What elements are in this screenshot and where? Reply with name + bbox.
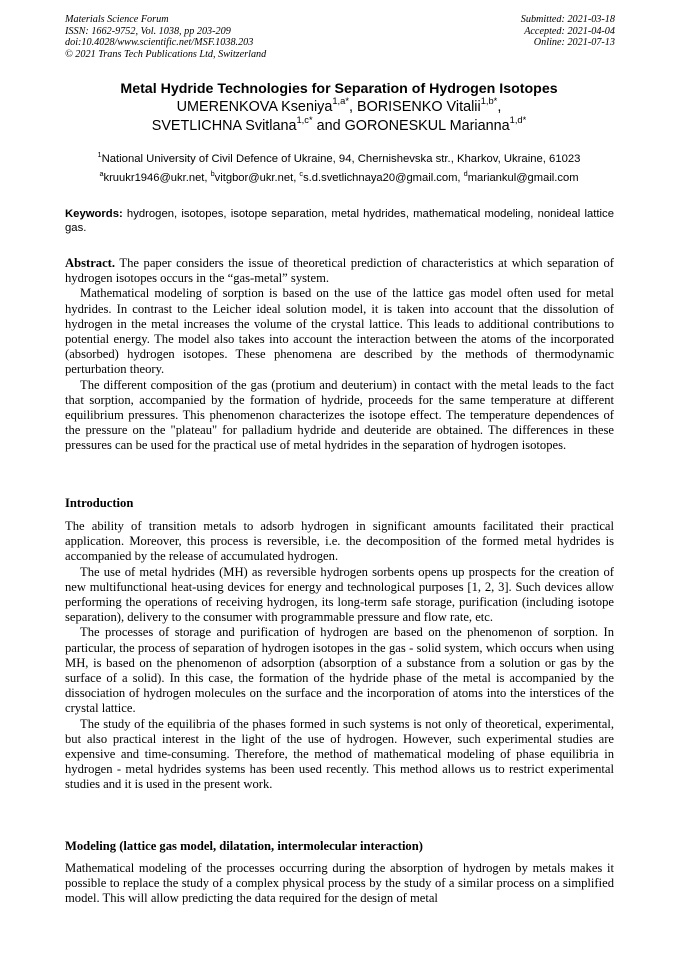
modeling-section: [65, 861, 614, 907]
author-sup: 1,a*: [332, 96, 349, 107]
keywords-text: hydrogen, isotopes, isotope separation, metal hydrides, mathematical modeling, nonideal lattice gas.: [65, 208, 614, 234]
author-separator: ,: [497, 99, 502, 115]
author-sup: 1,d*: [509, 115, 527, 126]
paper-title: Metal Hydride Technologies for Separation of Hydrogen Isotopes: [120, 81, 558, 97]
online-date: Online: 2021-07-13: [533, 37, 615, 49]
author-name: UMERENKOVA Kseniya: [176, 99, 333, 115]
author-list: [0, 98, 678, 136]
author-name: BORISENKO Vitalii: [356, 99, 481, 115]
email-sup: b: [210, 168, 215, 178]
email-sup: a: [99, 168, 104, 178]
accepted-date: Accepted: 2021-04-04: [524, 25, 615, 37]
email-link[interactable]: kruukr1946@ukr.net,: [103, 172, 211, 184]
dates-info: [521, 14, 615, 49]
doi-line: doi:10.4028/www.scientific.net/MSF.1038.203: [65, 37, 254, 49]
abstract-text: The paper considers the issue of theoretical prediction of characteristics at which separation of hydrogen isotopes occurs in the “gas-metal” system.: [65, 256, 614, 286]
abstract-section: [65, 256, 614, 454]
author-name: GORONESKUL Marianna: [344, 118, 510, 134]
author-sup: 1,b*: [480, 96, 498, 107]
email-link[interactable]: vitgbor@ukr.net,: [214, 172, 300, 184]
email-sup: c: [299, 168, 304, 178]
email-link[interactable]: s.d.svetlichnaya20@gmail.com,: [303, 172, 464, 184]
author-name: SVETLICHNA Svitlana: [151, 118, 297, 134]
email-link[interactable]: mariankul@gmail.com: [467, 172, 579, 184]
journal-info: [65, 14, 266, 60]
email-list: [0, 168, 678, 185]
intro-paragraph: The study of the equilibria of the phases formed in such systems is not only of theoretical, experimental, but also practical interest in the light of the use of hydrogen. However, such experimental studies are expensive and time-consuming. Therefore, the method of mathematical modeling of phase equilibria in hydrogen - metal hydrides systems has been used recently. This method allows us to restrict experimental studies and it is used in the present work.: [65, 716, 614, 792]
abstract-paragraph: Mathematical modeling of sorption is based on the use of the lattice gas model often used for metal hydrides. In contrast to the Leicher ideal solution model, it is taken into account that the dissolution of hydrogen in the metal increases the volume of the crystal lattice. This leads to additional contributions to potential energy. The model also takes into account the interaction between the atoms of the incorporated (absorbed) hydrogen isotopes. These phenomena are described by the methods of thermodynamic perturbation theory.: [65, 286, 614, 377]
modeling-heading: Modeling (lattice gas model, dilatation, intermolecular interaction): [65, 839, 423, 853]
author-separator: and: [312, 118, 345, 134]
issn-line: ISSN: 1662-9752, Vol. 1038, pp 203-209: [65, 25, 231, 37]
introduction-section: [65, 519, 614, 793]
affiliation-text: National University of Civil Defence of Ukraine, 94, Chernishevska str., Kharkov, Ukraine, 61023: [101, 153, 581, 165]
introduction-heading: Introduction: [65, 496, 134, 510]
intro-paragraph: The ability of transition metals to adsorb hydrogen in significant amounts facilitated their practical application. Moreover, this process is reversible, i.e. the decomposition of the formed metal hydrides is accompanied by the release of accumulated hydrogen.: [65, 519, 614, 564]
keywords: [65, 207, 614, 235]
intro-paragraph: The processes of storage and purification of hydrogen are based on the phenomenon of sorption. In particular, the process of separation of hydrogen isotopes in the gas - solid system, which occurs when using MH, is based on the phenomenon of adsorption (absorption of a substance from a solution or gas by the surface of a solid). In this case, the formation of the hydride phase of the metal is accompanied by the dissociation of hydrogen molecules on the surface and the incorporation of atoms into the interstices of the crystal lattice.: [65, 625, 614, 716]
intro-paragraph: The use of metal hydrides (MH) as reversible hydrogen sorbents opens up prospects for the creation of new multifunctional heat-using devices for energy and technological purposes [1, 2, 3]. Such devices allow performing the operations of receiving hydrogen, its long-term safe storage, purification (including isotope separation), delivery to the consumer with programmable pressure and flow rate, etc.: [65, 564, 614, 625]
author-sup: 1,c*: [296, 115, 313, 126]
journal-name: Materials Science Forum: [65, 14, 169, 25]
author-separator: ,: [348, 99, 357, 115]
modeling-paragraph: Mathematical modeling of the processes occurring during the absorption of hydrogen by metals makes it possible to replace the study of a complex physical process by the study of a similar process on a simplified model. This will allow predicting the data required for the design of metal: [65, 861, 614, 906]
copyright-line: © 2021 Trans Tech Publications Ltd, Switzerland: [65, 48, 267, 60]
abstract-paragraph: The different composition of the gas (protium and deuterium) in contact with the metal leads to the fact that sorption, accompanied by the formation of hydride, proceeds for the same temperature at different equilibrium pressures. This phenomenon characterizes the isotope effect. The temperature dependences of the pressure on the "plateau" for palladium hydride and deuteride are obtained. The differences in these pressures can be used for the practical use of metal hydrides in the separation of hydrogen isotopes.: [65, 377, 614, 453]
keywords-label: Keywords:: [65, 208, 123, 220]
email-sup: d: [463, 168, 468, 178]
submitted-date: Submitted: 2021-03-18: [520, 14, 615, 25]
abstract-label: Abstract.: [65, 256, 116, 270]
affiliation: [0, 149, 678, 166]
affiliation-sup: 1: [97, 149, 102, 159]
abstract-paragraph: [65, 256, 614, 286]
